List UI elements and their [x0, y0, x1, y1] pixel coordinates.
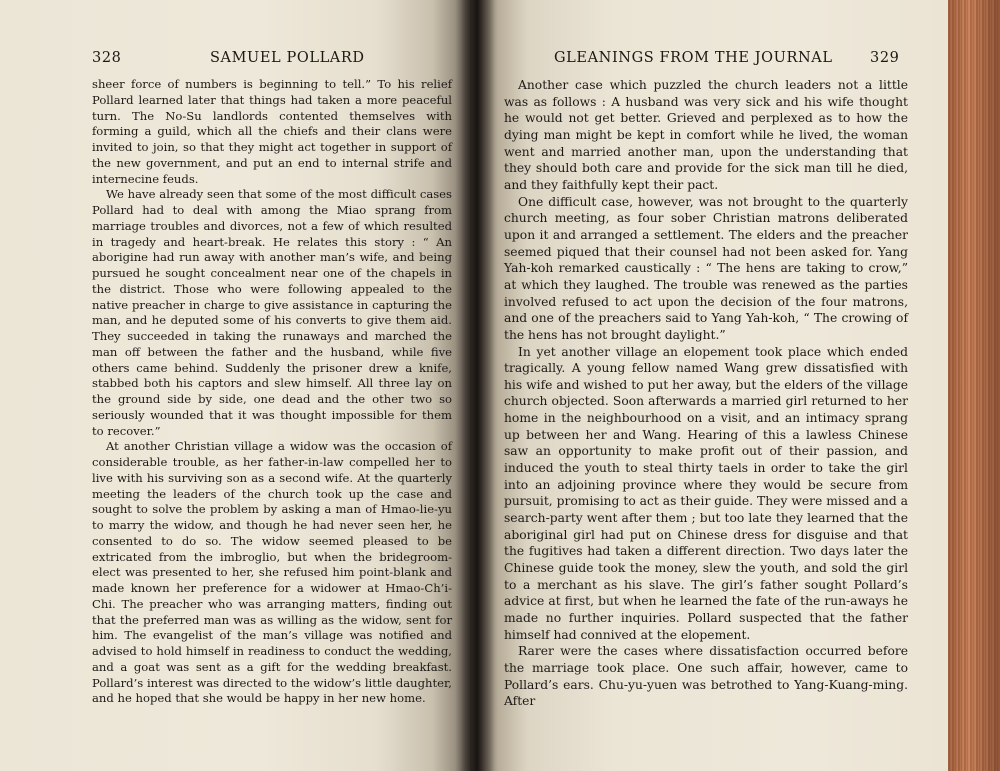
- left-page: [0, 0, 470, 771]
- right-running-title: GLEANINGS FROM THE JOURNAL: [554, 50, 833, 66]
- right-page-number: 329: [870, 50, 900, 66]
- left-running-head: [92, 50, 452, 72]
- paragraph: Another case which puzzled the church leaders not a little was as follows : A husband was very sick and his wife thought he would not get better. Grieved and perplexed as to how the dying man might be kept in comfort while he lived, the woman went and married another man, upon the understanding that they should both care and provide for the sick man till he died, and they faithfully kept their pact.: [504, 78, 908, 192]
- paragraph: One difficult case, however, was not brought to the quarterly church meeting, as four sober Christian matrons deliberated upon it and arranged a settlement. The elders and the preacher seemed piqued that their counsel had not been asked for. Yang Yah-koh remarked caustically : “ The hens are taking to crow,” at which they laughed. The trouble was renewed as the parties involved refused to act upon the decision of the four matrons, and one of the preachers said to Yang Yah-koh, “ The crowing of the hens has not brought daylight.”: [504, 194, 908, 342]
- paragraph: sheer force of numbers is beginning to tell.” To his relief Pollard learned later that things had taken a more peaceful turn. The No-Su landlords contented themselves with forming a guild, which all the chiefs and their clans were invited to join, so that they might act together in support of the new government, and put an end to internal strife and internecine feuds.: [92, 77, 452, 186]
- left-page-number: 328: [92, 50, 122, 66]
- right-page-body: [504, 77, 908, 710]
- paragraph: In yet another village an elopement took place which ended tragically. A young fellow named Wang grew dissatisfied with his wife and wished to put her away, but the elders of the village church objected. Soon afterwards a married girl returned to her home in the neighbourhood on a visit, and an intimacy sprang up between her and Wang. Hearing of this a lawless Chinese saw an opportunity to make profit out of their passion, and induced the youth to steal thirty taels in order to take the girl into an adjoining province where they would be secure from pursuit, promising to act as their guide. They were missed and a search-party went after them ; but too late they learned that the aboriginal girl had put on Chinese dress for disguise and that the fugitives had taken a different direction. Two days later the Chinese guide took the money, slew the youth, and sold the girl to a merchant as his slave. The girl’s father sought Pollard’s advice at first, but when he learned the fate of the run-aways he made no further inquiries. Pollard suspected that the father himself had connived at the elopement.: [504, 344, 908, 642]
- left-page-body: [92, 77, 452, 707]
- page-edges: [948, 0, 1000, 771]
- paragraph: At another Christian village a widow was the occasion of considerable trouble, as her father-in-law compelled her to live with his surviving son as a second wife. At the quarterly meeting the leaders of the church took up the case and sought to solve the problem by asking a man of Hmao-lie-yu to marry the widow, and though he had never seen her, he consented to do so. The widow seemed pleased to be extricated from the imbroglio, but when the bridegroom-elect was presented to her, she refused him point-blank and made known her preference for a widower at Hmao-Ch’i-Chi. The preacher who was arranging matters, finding out that the preferred man was as willing as the widow, sent for him. The evangelist of the man’s village was notified and advised to hold himself in readiness to conduct the wedding, and a goat was sent as a gift for the wedding breakfast. Pollard’s interest was directed to the widow’s little daughter, and he hoped that she would be happy in her new home.: [92, 439, 452, 706]
- left-running-title: SAMUEL POLLARD: [210, 50, 365, 66]
- right-running-head: [554, 50, 914, 72]
- paragraph: Rarer were the cases where dissatisfaction occurred before the marriage took place. One such affair, however, came to Pollard’s ears. Chu-yu-yuen was betrothed to Yang-Kuang-ming. After: [504, 644, 908, 709]
- paragraph: We have already seen that some of the most difficult cases Pollard had to deal with among the Miao sprang from marriage troubles and divorces, not a few of which resulted in tragedy and heart-break. He relates this story : “ An aborigine had run away with another man’s wife, and being pursued he sought concealment near one of the chapels in the district. Those who were following appealed to the native preacher in charge to give assistance in capturing the man, and he deputed some of his converts to give them aid. They succeeded in taking the runaways and marched the man off between the father and the husband, while five others came behind. Suddenly the prisoner drew a knife, stabbed both his captors and slew himself. All three lay on the ground side by side, one dead and the other two so seriously wounded that it was thought impossible for them to recover.”: [92, 187, 452, 438]
- right-page: [470, 0, 948, 771]
